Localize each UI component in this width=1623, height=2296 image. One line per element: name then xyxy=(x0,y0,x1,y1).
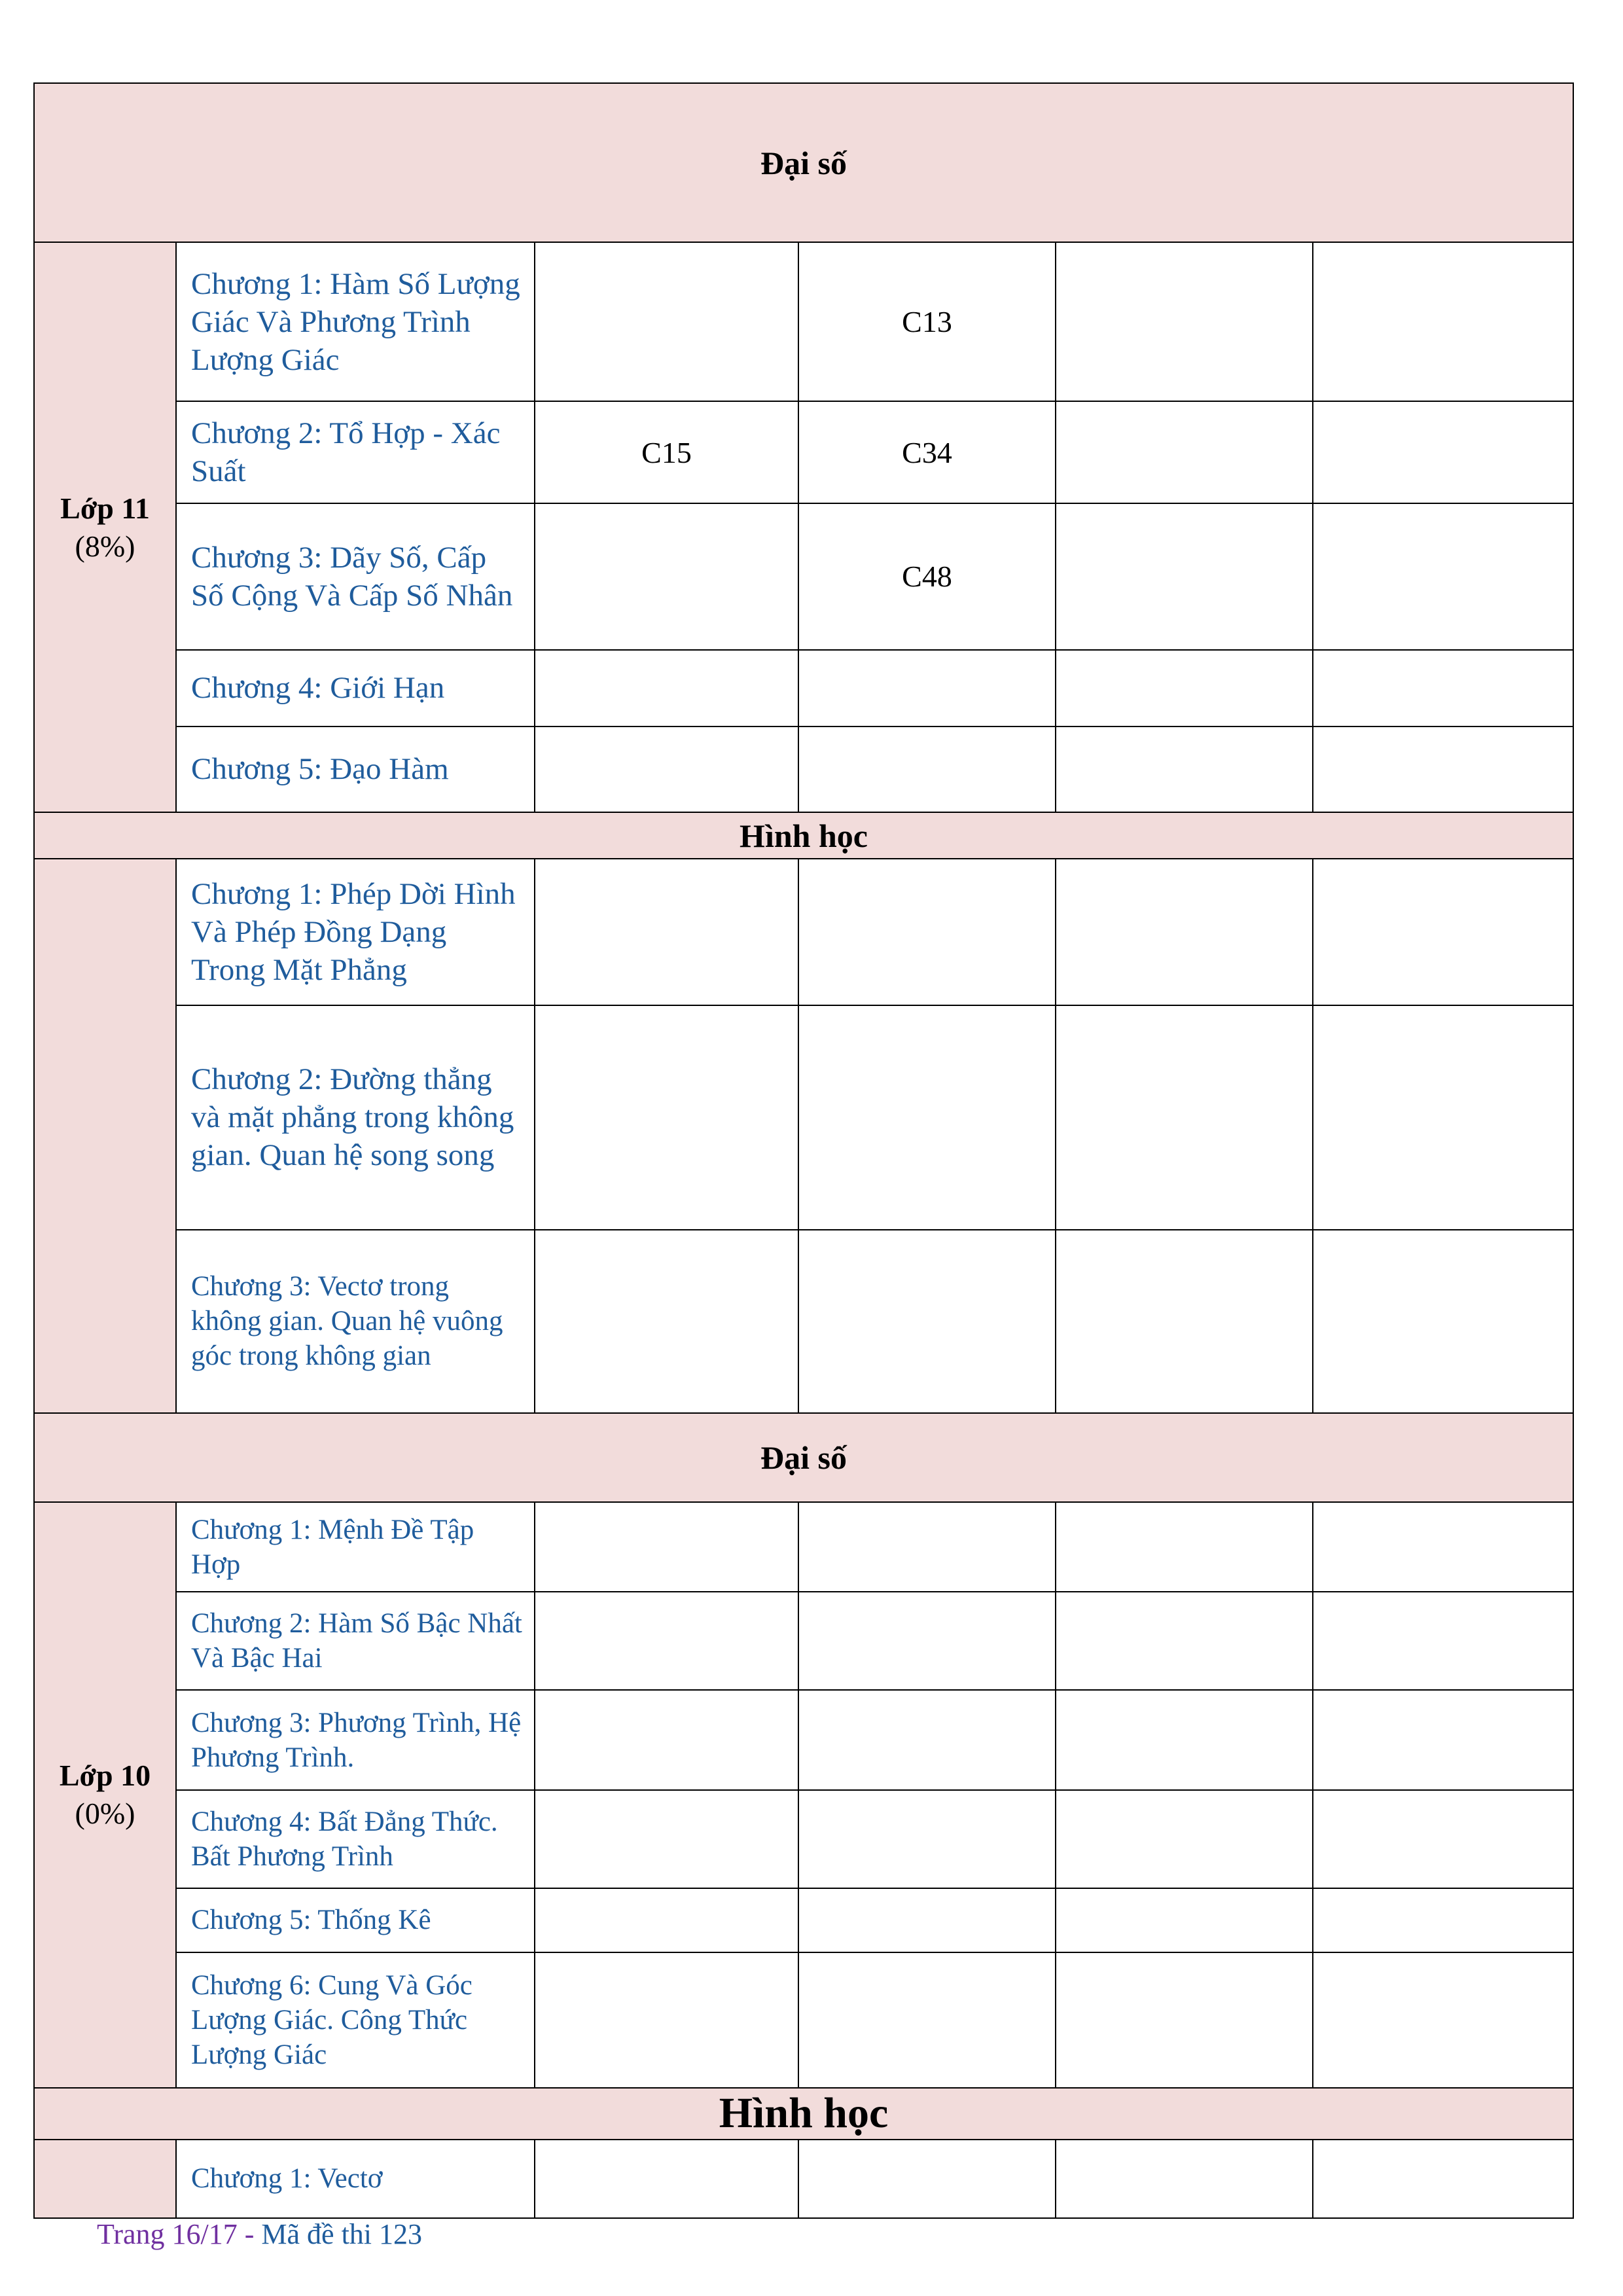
level-1-cell xyxy=(535,242,798,401)
level-1-cell xyxy=(535,1592,798,1690)
level-2-cell xyxy=(798,1790,1056,1888)
chapter-cell: Chương 1: Vectơ xyxy=(176,2140,535,2218)
level-3-cell xyxy=(1056,1230,1313,1413)
level-4-cell xyxy=(1313,1005,1573,1229)
section-header-algebra-10: Đại số xyxy=(34,1413,1573,1502)
level-1-cell: C15 xyxy=(535,401,798,503)
level-2-cell xyxy=(798,1005,1056,1229)
level-2-cell: C34 xyxy=(798,401,1056,503)
level-1-cell xyxy=(535,1952,798,2088)
level-1-cell xyxy=(535,1690,798,1790)
level-3-cell xyxy=(1056,726,1313,812)
level-1-cell xyxy=(535,1502,798,1592)
level-3-cell xyxy=(1056,1690,1313,1790)
chapter-cell: Chương 4: Giới Hạn xyxy=(176,650,535,726)
level-2-cell: C13 xyxy=(798,242,1056,401)
level-4-cell xyxy=(1313,1592,1573,1690)
chapter-cell: Chương 3: Phương Trình, Hệ Phương Trình. xyxy=(176,1690,535,1790)
level-4-cell xyxy=(1313,726,1573,812)
level-3-cell xyxy=(1056,1592,1313,1690)
level-3-cell xyxy=(1056,859,1313,1005)
level-3-cell xyxy=(1056,650,1313,726)
level-1-cell xyxy=(535,1005,798,1229)
level-1-cell xyxy=(535,650,798,726)
level-2-cell xyxy=(798,1502,1056,1592)
level-1-cell xyxy=(535,1790,798,1888)
level-4-cell xyxy=(1313,1952,1573,2088)
grade-10-geometry-cell xyxy=(34,2140,176,2218)
level-3-cell xyxy=(1056,2140,1313,2218)
level-2-cell xyxy=(798,1952,1056,2088)
page-footer xyxy=(97,2217,422,2251)
level-3-cell xyxy=(1056,1502,1313,1592)
chapter-cell: Chương 1: Mệnh Đề Tập Hợp xyxy=(176,1502,535,1592)
level-3-cell xyxy=(1056,1005,1313,1229)
level-4-cell xyxy=(1313,503,1573,650)
level-3-cell xyxy=(1056,401,1313,503)
exam-matrix-table xyxy=(33,82,1574,2219)
chapter-cell: Chương 3: Vectơ trong không gian. Quan hệ vuông góc trong không gian xyxy=(176,1230,535,1413)
level-1-cell xyxy=(535,1230,798,1413)
level-1-cell xyxy=(535,2140,798,2218)
level-1-cell xyxy=(535,726,798,812)
section-header-geometry-11: Hình học xyxy=(34,812,1573,859)
level-4-cell xyxy=(1313,2140,1573,2218)
level-2-cell xyxy=(798,1690,1056,1790)
level-2-cell xyxy=(798,650,1056,726)
level-4-cell xyxy=(1313,242,1573,401)
level-4-cell xyxy=(1313,1888,1573,1952)
level-1-cell xyxy=(535,1888,798,1952)
grade-11-cell xyxy=(34,242,176,812)
section-header-algebra-11: Đại số xyxy=(34,83,1573,242)
chapter-cell: Chương 2: Hàm Số Bậc Nhất Và Bậc Hai xyxy=(176,1592,535,1690)
level-1-cell xyxy=(535,859,798,1005)
chapter-cell: Chương 5: Đạo Hàm xyxy=(176,726,535,812)
grade-10-label: Lớp 10 xyxy=(59,1759,151,1793)
section-header-geometry-10: Hình học xyxy=(34,2088,1573,2140)
chapter-cell: Chương 1: Hàm Số Lượng Giác Và Phương Trình Lượng Giác xyxy=(176,242,535,401)
level-3-cell xyxy=(1056,242,1313,401)
grade-10-percent: (0%) xyxy=(75,1797,135,1831)
chapter-cell: Chương 2: Tổ Hợp - Xác Suất xyxy=(176,401,535,503)
chapter-cell: Chương 4: Bất Đẳng Thức. Bất Phương Trình xyxy=(176,1790,535,1888)
level-3-cell xyxy=(1056,1952,1313,2088)
level-1-cell xyxy=(535,503,798,650)
level-2-cell xyxy=(798,1592,1056,1690)
chapter-cell: Chương 1: Phép Dời Hình Và Phép Đồng Dạng Trong Mặt Phẳng xyxy=(176,859,535,1005)
level-4-cell xyxy=(1313,1790,1573,1888)
grade-10-cell xyxy=(34,1502,176,2088)
chapter-cell: Chương 2: Đường thẳng và mặt phẳng trong không gian. Quan hệ song song xyxy=(176,1005,535,1229)
grade-11-percent: (8%) xyxy=(75,529,135,563)
chapter-cell: Chương 6: Cung Và Góc Lượng Giác. Công Thức Lượng Giác xyxy=(176,1952,535,2088)
grade-11-label: Lớp 11 xyxy=(60,491,150,525)
level-2-cell xyxy=(798,1888,1056,1952)
page-number: Trang 16/17 - xyxy=(97,2218,262,2250)
level-4-cell xyxy=(1313,1230,1573,1413)
level-2-cell xyxy=(798,726,1056,812)
level-3-cell xyxy=(1056,1888,1313,1952)
level-2-cell xyxy=(798,859,1056,1005)
level-3-cell xyxy=(1056,1790,1313,1888)
level-4-cell xyxy=(1313,1690,1573,1790)
exam-code: Mã đề thi 123 xyxy=(261,2218,423,2250)
level-4-cell xyxy=(1313,859,1573,1005)
level-2-cell xyxy=(798,1230,1056,1413)
level-2-cell: C48 xyxy=(798,503,1056,650)
chapter-cell: Chương 5: Thống Kê xyxy=(176,1888,535,1952)
level-3-cell xyxy=(1056,503,1313,650)
level-4-cell xyxy=(1313,650,1573,726)
level-4-cell xyxy=(1313,1502,1573,1592)
level-2-cell xyxy=(798,2140,1056,2218)
chapter-cell: Chương 3: Dãy Số, Cấp Số Cộng Và Cấp Số Nhân xyxy=(176,503,535,650)
grade-11-geometry-cell xyxy=(34,859,176,1413)
level-4-cell xyxy=(1313,401,1573,503)
